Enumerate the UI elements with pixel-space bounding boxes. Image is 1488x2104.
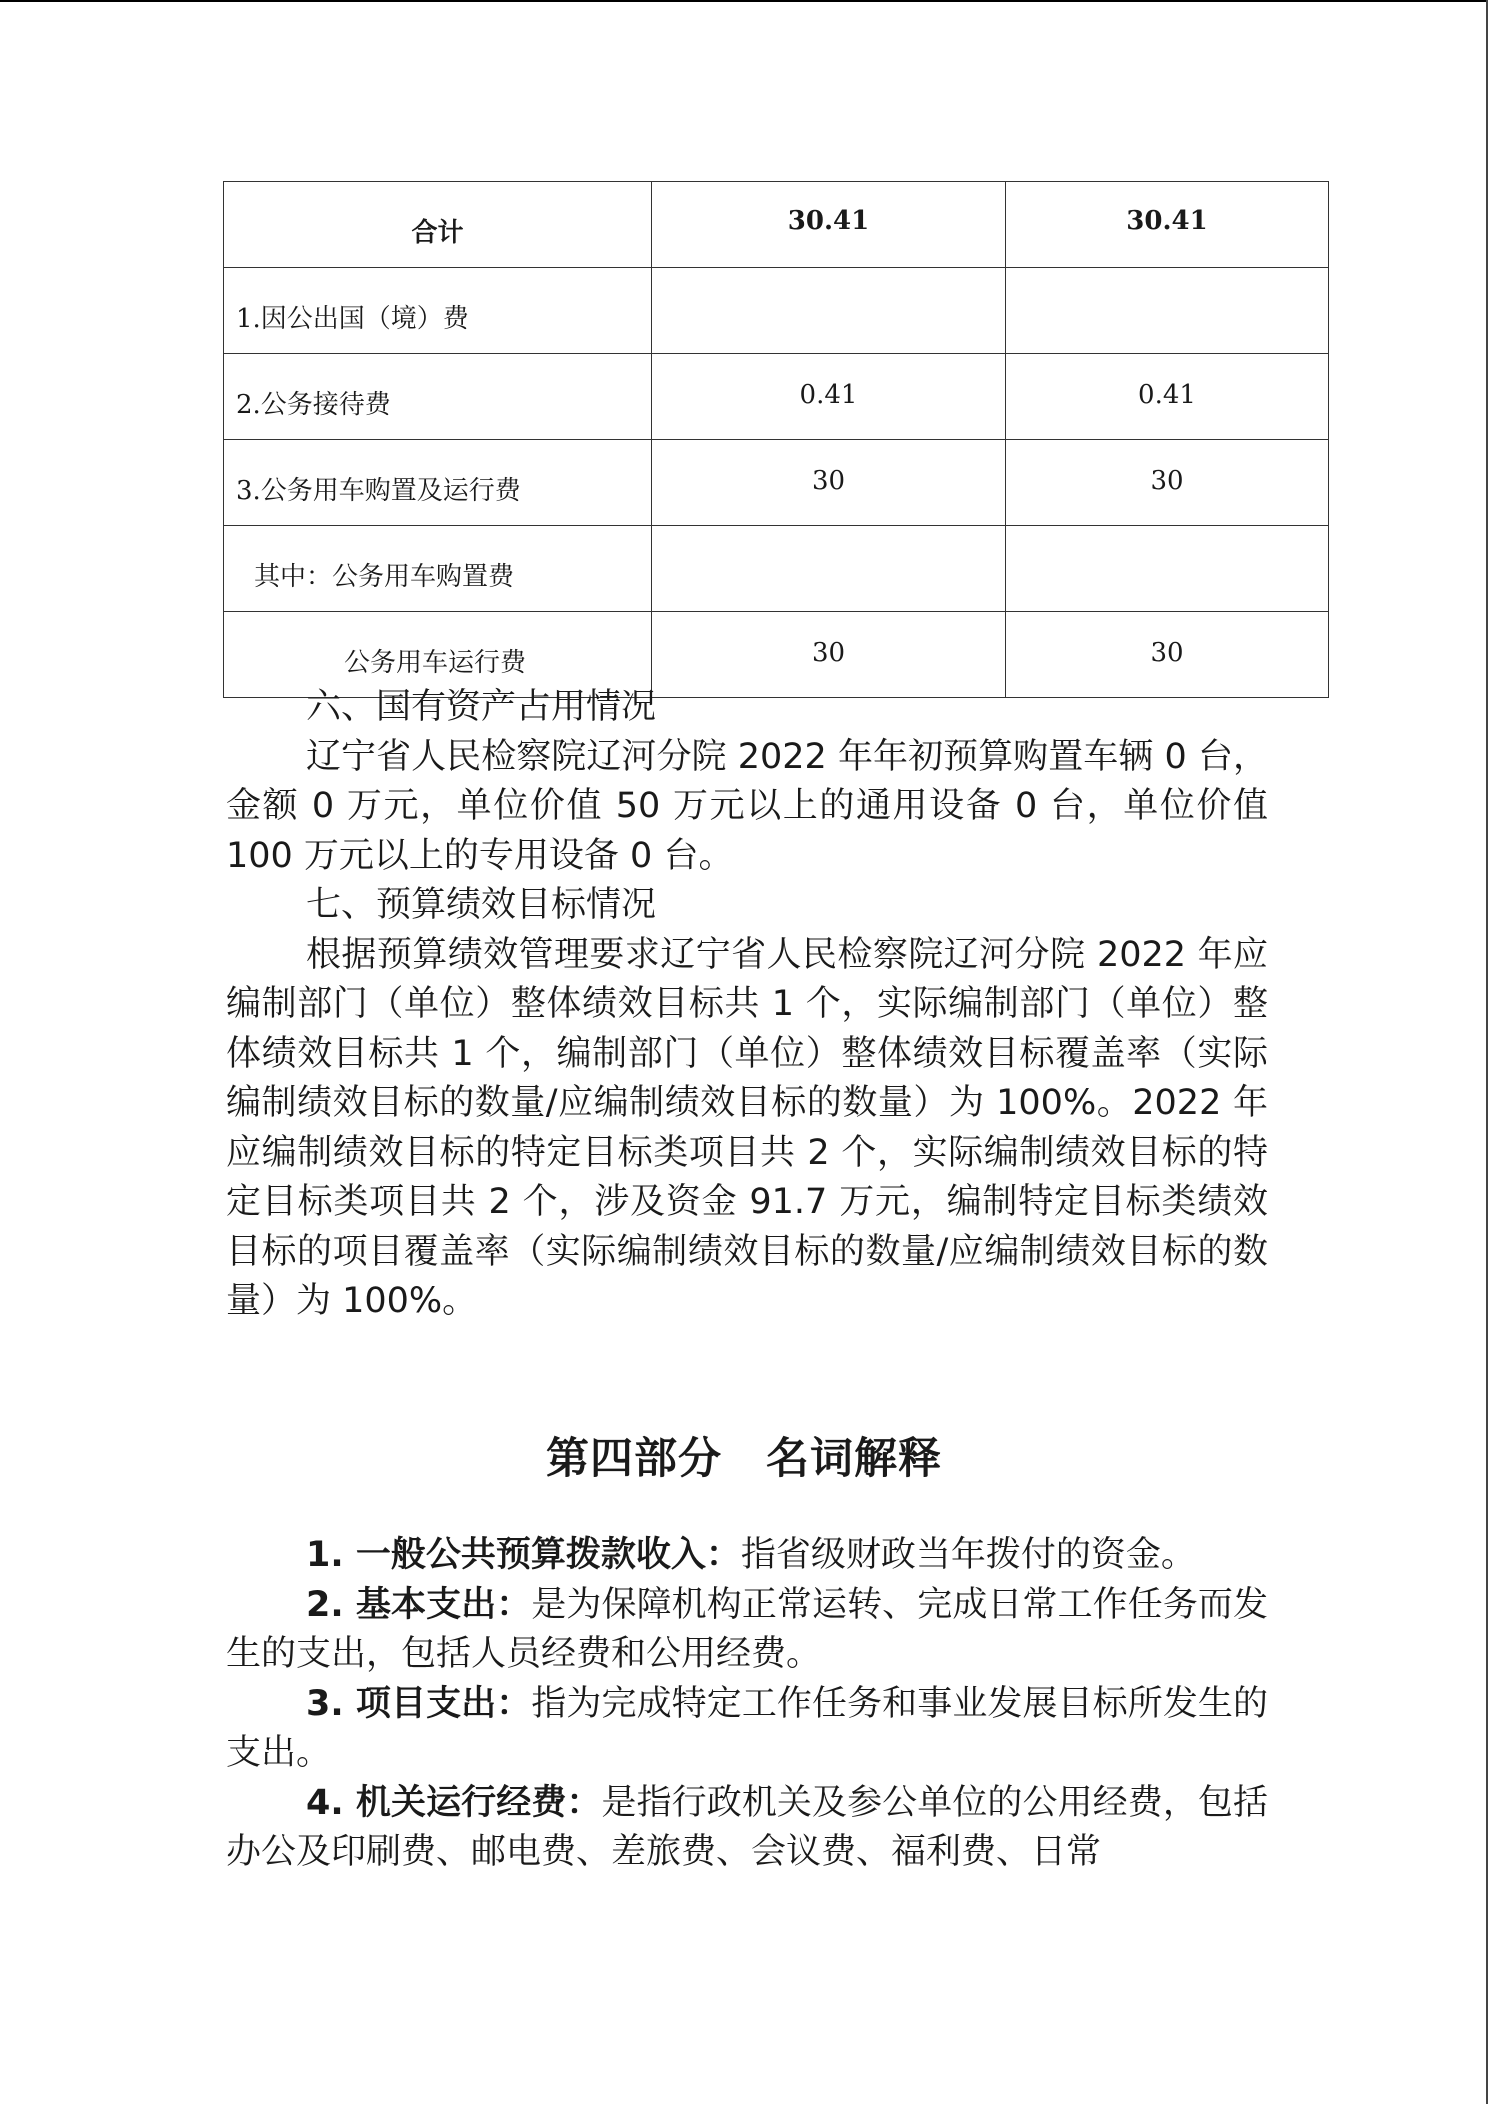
table-cell-value: 30.41: [652, 182, 1006, 268]
table-row: [224, 526, 1329, 612]
page-top-border: [0, 0, 1488, 2]
glossary-term: 1. 一般公共预算拨款收入：: [306, 1535, 741, 1575]
table-cell-value: 30: [652, 440, 1006, 526]
table-cell-value: 30.41: [1006, 182, 1329, 268]
table-cell-label: 1.因公出国（境）费: [224, 268, 652, 354]
table-cell-value: 30: [1006, 612, 1329, 698]
table-cell-label: 其中：公务用车购置费: [224, 526, 652, 612]
glossary-desc: 是指行政机关及参公单位的公用经费，包括办公及印刷费、邮电费、差旅费、会议费、福利费、日常: [226, 1782, 1268, 1872]
table-cell-value: 0.41: [1006, 354, 1329, 440]
report-body: [226, 683, 1268, 1327]
table-cell-value: 0.41: [652, 354, 1006, 440]
table-cell-label: 3.公务用车购置及运行费: [224, 440, 652, 526]
table-cell-value: 30: [1006, 440, 1329, 526]
table-row: [224, 440, 1329, 526]
table-cell-value: [1006, 526, 1329, 612]
table-cell-value: [652, 268, 1006, 354]
table-cell-value: 30: [652, 612, 1006, 698]
table-cell-value: [652, 526, 1006, 612]
glossary-desc: 指省级财政当年拨付的资金。: [740, 1535, 1196, 1575]
glossary-item: [226, 1581, 1268, 1680]
glossary-item: [226, 1779, 1268, 1878]
glossary-term: 2. 基本支出：: [306, 1584, 532, 1625]
three-public-expense-table: [223, 181, 1329, 698]
section-body-performance: 根据预算绩效管理要求辽宁省人民检察院辽河分院 2022 年应编制部门（单位）整体绩效目标共 1 个，实际编制部门（单位）整体绩效目标共 1 个，编制部门（单位）整体绩效目标覆盖率（实际编制绩效目标的数量/应编制绩效目标的数量）为 100%。2022 年应编制绩效目标的特定目标类项目共 2 个，实际编制绩效目标的特定目标类项目共 2 个，涉及资金 91.7 万元，编制特定目标类绩效目标的项目覆盖率（实际编制绩效目标的数量/应编制绩效目标的数量）为 100%。: [226, 934, 1268, 1321]
table-cell-value: [1006, 268, 1329, 354]
glossary-item: [226, 1531, 1268, 1581]
table-row: [224, 268, 1329, 354]
section-heading-assets: 六、国有资产占用情况: [306, 687, 657, 727]
table-cell-label: 合计: [224, 182, 652, 268]
glossary-item: [226, 1680, 1268, 1779]
section-heading-performance: 七、预算绩效目标情况: [306, 885, 657, 925]
table-cell-label: 公务用车运行费: [224, 612, 652, 698]
table-cell-label: 2.公务接待费: [224, 354, 652, 440]
table-row: [224, 182, 1329, 268]
glossary-term: 4. 机关运行经费：: [306, 1782, 602, 1823]
glossary: [226, 1531, 1268, 1878]
section-body-assets: 辽宁省人民检察院辽河分院 2022 年年初预算购置车辆 0 台，金额 0 万元，单位价值 50 万元以上的通用设备 0 台，单位价值 100 万元以上的专用设备 0 台。: [226, 736, 1268, 876]
glossary-term: 3. 项目支出：: [306, 1683, 532, 1724]
glossary-desc: 指为完成特定工作任务和事业发展目标所发生的支出。: [226, 1683, 1268, 1773]
glossary-desc: 是为保障机构正常运转、完成日常工作任务而发生的支出，包括人员经费和公用经费。: [226, 1584, 1268, 1674]
part-title: 第四部分 名词解释: [546, 1434, 942, 1484]
table-row: [224, 354, 1329, 440]
